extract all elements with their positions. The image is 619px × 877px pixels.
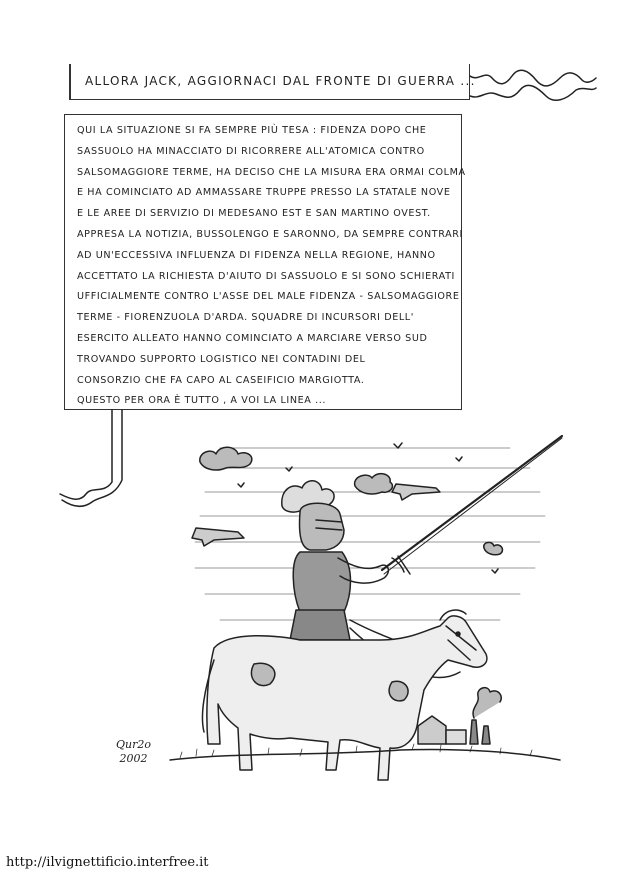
bubble-tail-inner <box>62 410 122 506</box>
caption-squiggle <box>470 70 596 86</box>
speech-line: APPRESA LA NOTIZIA, BUSSOLENGO E SARONNO, DA SEMPRE CONTRARI <box>77 228 463 240</box>
speech-line: UFFICIALMENTE CONTRO L'ASSE DEL MALE FIDENZA - SALSOMAGGIORE <box>77 291 460 303</box>
cow-spot <box>389 681 408 701</box>
signature-name: Qur2o <box>116 738 151 751</box>
speech-line: ACCETTATO LA RICHIESTA D'AIUTO DI SASSUOLO E SI SONO SCHIERATI <box>77 270 455 282</box>
speech-line: E LE AREE DI SERVIZIO DI MEDESANO EST E SAN MARTINO OVEST. <box>77 208 431 220</box>
speech-line: AD UN'ECCESSIVA INFLUENZA DI FIDENZA NELLA REGIONE, HANNO <box>77 249 436 261</box>
speech-line: QUI LA SITUAZIONE SI FA SEMPRE PIÙ TESA : FIDENZA DOPO CHE <box>77 125 427 136</box>
bird <box>456 457 462 461</box>
speech-line: SASSUOLO HA MINACCIATO DI RICORRERE ALL'ATOMICA CONTRO <box>77 145 425 157</box>
sword-blade <box>382 436 562 570</box>
cloud-left <box>200 447 252 470</box>
speech-line: TROVANDO SUPPORTO LOGISTICO NEI CONTADINI DEL <box>77 353 366 365</box>
jet-left <box>192 528 244 546</box>
cow-spot <box>251 663 274 685</box>
sword-guard <box>392 556 410 574</box>
bird <box>492 569 498 573</box>
speech-line: QUESTO PER ORA È TUTTO , A VOI LA LINEA ... <box>77 395 327 407</box>
footer-url[interactable]: http://ilvignettificio.interfree.it <box>6 855 209 870</box>
sword-blade-edge <box>384 438 562 574</box>
bird <box>238 483 244 487</box>
farmhouse-annex <box>446 730 466 744</box>
chimney <box>482 726 490 744</box>
chimney <box>470 720 478 744</box>
caption-text: ALLORA JACK, AGGIORNACI DAL FRONTE DI GUERRA ... <box>85 74 476 88</box>
grass <box>170 749 560 760</box>
speech-line: SALSOMAGGIORE TERME, HA DECISO CHE LA MISURA ERA ORMAI COLMA <box>77 166 466 178</box>
cloud-small <box>484 542 503 554</box>
speech-line: ESERCITO ALLEATO HANNO COMINCIATO A MARCIARE VERSO SUD <box>77 332 428 344</box>
smoke <box>473 688 501 718</box>
bubble-tail <box>60 410 112 499</box>
armour-skirt <box>290 610 350 640</box>
bird <box>394 443 402 448</box>
speech-line: CONSORZIO CHE FA CAPO AL CASEIFICIO MARGIOTTA. <box>77 374 365 386</box>
speech-line: E HA COMINCIATO AD AMMASSARE TRUPPE PRESSO LA STATALE NOVE <box>77 187 451 199</box>
artist-signature <box>116 738 151 766</box>
speech-line: TERME - FIORENZUOLA D'ARDA. SQUADRE DI INCURSORI DELL' <box>77 312 414 324</box>
sky-lines <box>195 448 545 620</box>
caption-squiggle-lower <box>470 85 596 100</box>
cloud-right <box>355 474 393 494</box>
signature-year: 2002 <box>119 752 148 765</box>
jet-right <box>392 484 440 500</box>
farmhouse <box>418 716 446 744</box>
helmet <box>299 503 344 550</box>
